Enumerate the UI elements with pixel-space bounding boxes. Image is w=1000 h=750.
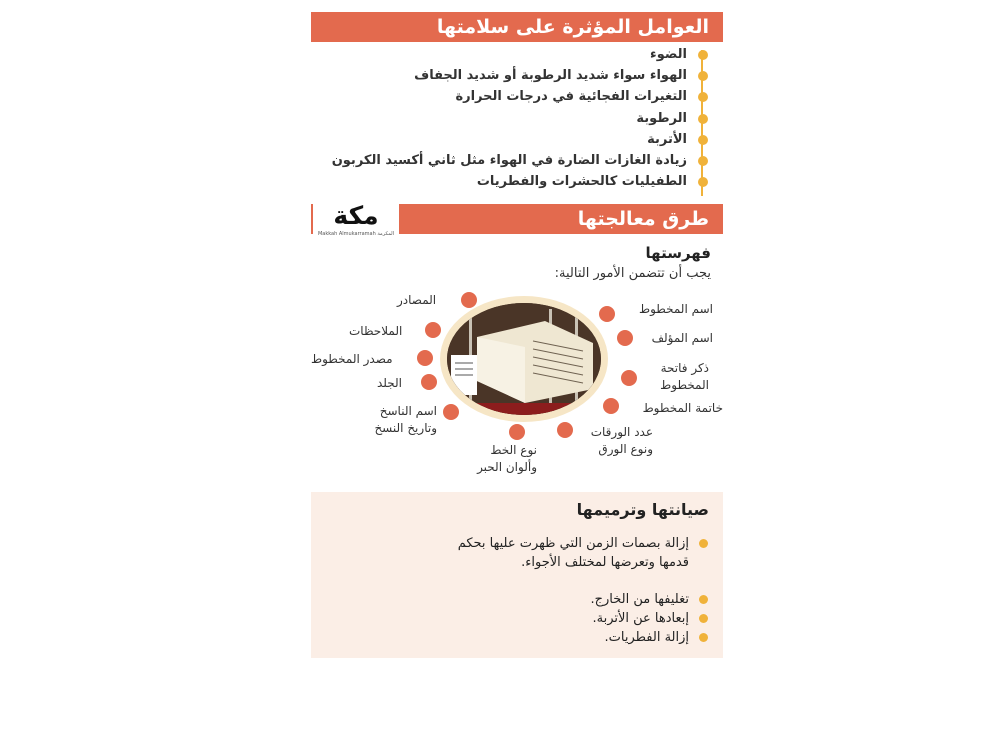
- index-bullet-icon: [617, 330, 633, 346]
- index-bullet-icon: [621, 370, 637, 386]
- index-item-binding: الجلد: [377, 376, 403, 390]
- index-item-sources: المصادر: [397, 293, 437, 307]
- factor-item: زيادة الغازات الضارة في الهواء مثل ثاني أكسيد الكربون: [319, 150, 709, 171]
- bullet-icon: [698, 92, 708, 102]
- index-bullet-icon: [599, 306, 615, 322]
- index-item-ending: خاتمة المخطوط: [642, 401, 723, 415]
- index-subtitle: يجب أن تتضمن الأمور التالية:: [554, 266, 711, 281]
- bullet-icon: [698, 114, 708, 124]
- treatment-header: طرق معالجتها: [311, 204, 723, 234]
- factor-item: الأتربة: [319, 129, 709, 150]
- index-item-source: مصدر المخطوط: [311, 352, 393, 366]
- index-item-pages: عدد الورقات ونوع الورق: [590, 425, 653, 456]
- bullet-icon: [699, 633, 708, 642]
- maintenance-item: إزالة الفطريات.: [605, 628, 710, 647]
- index-bullet-icon: [417, 350, 433, 366]
- factor-item: الطفيليات كالحشرات والفطريات: [319, 171, 709, 192]
- index-bullet-icon: [425, 322, 441, 338]
- index-bullet-icon: [509, 424, 525, 440]
- index-item-manuscript-name: اسم المخطوط: [638, 302, 713, 316]
- logo-wordmark: مكة: [333, 201, 379, 230]
- infographic-panel: [311, 8, 723, 658]
- bullet-icon: [698, 50, 708, 60]
- maintenance-section: [311, 492, 723, 658]
- factors-list: [319, 44, 709, 192]
- bullet-icon: [699, 614, 708, 623]
- index-bullet-icon: [461, 292, 477, 308]
- bullet-icon: [698, 71, 708, 81]
- maintenance-item: إزالة بصمات الزمن التي ظهرت عليها بحكم قدمها وتعرضها لمختلف الأجواء.: [449, 534, 709, 572]
- maintenance-item: تغليفها من الخارج.: [591, 590, 710, 609]
- index-bullet-icon: [443, 404, 459, 420]
- index-item-opening: ذكر فاتحة المخطوط: [660, 361, 709, 392]
- factors-header: العوامل المؤثرة على سلامتها: [311, 12, 723, 42]
- manuscript-photo: [440, 296, 608, 422]
- index-bullet-icon: [603, 398, 619, 414]
- bullet-icon: [698, 156, 708, 166]
- factor-item: الهواء سواء شديد الرطوبة أو شديد الجفاف: [319, 65, 709, 86]
- maintenance-title: صيانتها وترميمها: [576, 500, 709, 519]
- makkah-logo: [313, 201, 399, 239]
- index-item-author-name: اسم المؤلف: [651, 331, 713, 345]
- bullet-icon: [699, 595, 708, 604]
- index-item-notes: الملاحظات: [349, 324, 403, 338]
- bullet-icon: [699, 539, 708, 548]
- factor-item: الرطوبة: [319, 108, 709, 129]
- index-bullet-icon: [557, 422, 573, 438]
- logo-subtitle: Makkah Almukarramah المكرمة: [317, 231, 395, 237]
- factor-item: الضوء: [319, 44, 709, 65]
- index-item-script-type: نوع الخط وألوان الحبر: [477, 443, 537, 474]
- maintenance-item: إبعادها عن الأتربة.: [592, 609, 709, 628]
- index-title: فهرستها: [645, 244, 711, 262]
- index-item-copyist: اسم الناسخ وتاريخ النسخ: [374, 404, 437, 435]
- bullet-icon: [698, 177, 708, 187]
- factor-item: التغيرات الفجائية في درجات الحرارة: [319, 86, 709, 107]
- manuscript-image: [447, 303, 601, 415]
- index-bullet-icon: [421, 374, 437, 390]
- bullet-icon: [698, 135, 708, 145]
